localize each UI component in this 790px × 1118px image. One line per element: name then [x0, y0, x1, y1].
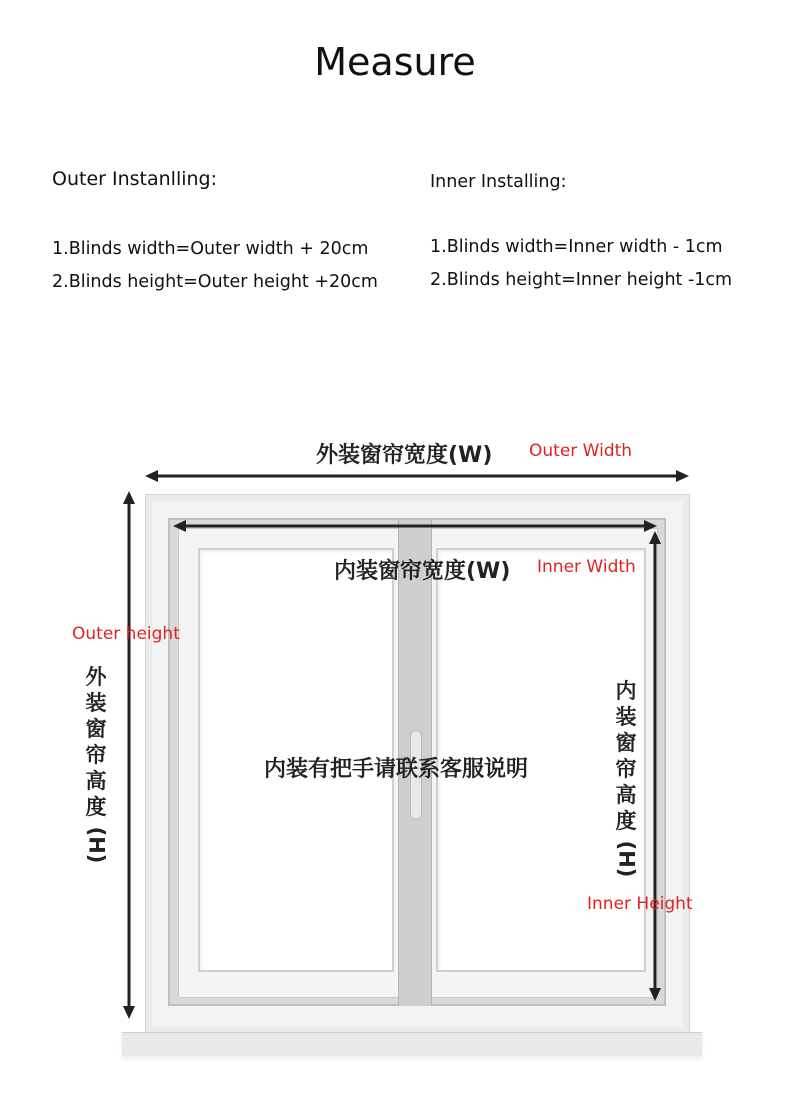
outer-height-cn-label [82, 664, 110, 864]
inner-width-cn-label: 内装窗帘宽度(W) [334, 559, 511, 584]
outer-height-cn-char: 窗 [85, 717, 107, 741]
outer-height-cn-char: 外 [85, 665, 107, 689]
inner-height-arrowhead-bottom [649, 988, 661, 1001]
outer-height-cn-char: 帘 [85, 743, 107, 767]
inner-height-cn-char: 装 [615, 705, 637, 729]
inner-height-cn-char: 度 [615, 809, 637, 833]
outer-width-formula: 1.Blinds width=Outer width + 20cm [52, 239, 369, 259]
outer-height-cn-char: 装 [85, 691, 107, 715]
inner-height-cn-char: (H) [614, 840, 638, 878]
handle-note-label: 内装有把手请联系客服说明 [264, 757, 529, 782]
inner-width-en-label: Inner Width [537, 557, 636, 577]
inner-height-cn-char: 高 [615, 783, 637, 807]
inner-installing-heading: Inner Installing: [430, 172, 567, 192]
outer-height-cn-char: 高 [85, 769, 107, 793]
outer-width-cn-label: 外装窗帘宽度(W) [316, 443, 493, 468]
outer-width-arrowhead-left [145, 470, 158, 482]
inner-height-cn-char: 窗 [615, 731, 637, 755]
inner-height-cn-char: 帘 [615, 757, 637, 781]
inner-height-en-label: Inner Height [587, 894, 693, 914]
inner-width-arrowhead-left [173, 520, 186, 532]
inner-height-arrowhead-top [649, 531, 661, 544]
outer-height-arrowhead-bottom [123, 1006, 135, 1019]
outer-width-arrowhead-right [676, 470, 689, 482]
outer-height-cn-char: 度 [85, 795, 107, 819]
outer-height-formula: 2.Blinds height=Outer height +20cm [52, 272, 378, 292]
outer-height-cn-char: (H) [84, 826, 108, 864]
inner-width-arrowhead-right [644, 520, 657, 532]
inner-height-cn-char: 内 [615, 679, 637, 703]
outer-installing-heading: Outer Instanlling: [52, 168, 218, 190]
inner-height-cn-label [612, 678, 640, 878]
inner-height-formula: 2.Blinds height=Inner height -1cm [430, 270, 733, 290]
outer-height-en-label: Outer height [72, 624, 180, 644]
inner-width-formula: 1.Blinds width=Inner width - 1cm [430, 237, 723, 257]
outer-width-en-label: Outer Width [529, 441, 633, 461]
page-title: Measure [314, 40, 476, 84]
outer-height-arrowhead-top [123, 491, 135, 504]
